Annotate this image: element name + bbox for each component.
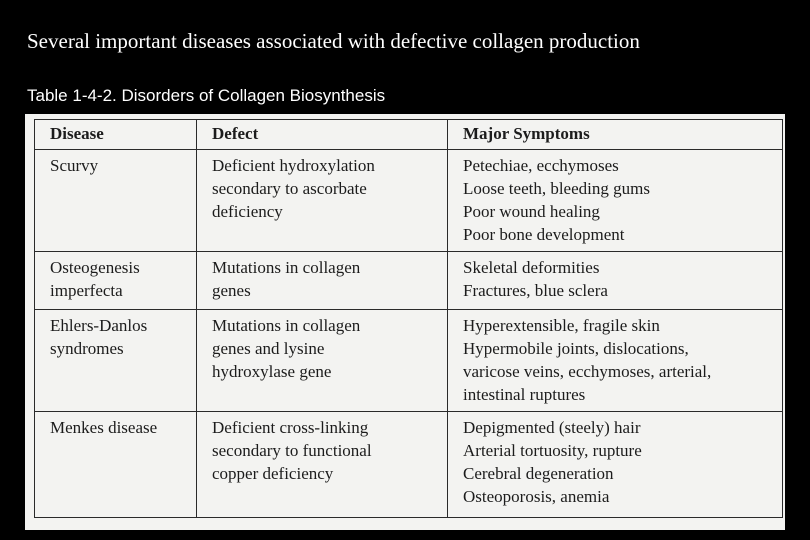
cell-line: Deficient hydroxylation — [212, 156, 375, 175]
slide-title: Several important diseases associated with defective collagen production — [27, 29, 640, 53]
cell-line: Skeletal deformities — [463, 258, 600, 277]
cell-line: Deficient cross-linking — [212, 418, 369, 437]
cell-line: Ehlers-Danlos — [50, 316, 148, 335]
table-row — [35, 412, 783, 518]
cell-line: Scurvy — [50, 156, 99, 175]
cell-defect — [197, 150, 448, 252]
cell-symptoms — [448, 310, 783, 412]
table-image-panel — [25, 114, 785, 530]
disorders-table — [34, 119, 783, 518]
cell-line: Menkes disease — [50, 418, 158, 437]
cell-line: imperfecta — [50, 281, 123, 300]
cell-line: syndromes — [50, 339, 124, 358]
cell-line: Fractures, blue sclera — [463, 281, 608, 300]
cell-line: genes and lysine — [212, 339, 325, 358]
header-major-symptoms: Major Symptoms — [448, 120, 783, 150]
table-row — [35, 150, 783, 252]
cell-line: Poor wound healing — [463, 202, 600, 221]
cell-line: deficiency — [212, 202, 283, 221]
table-row — [35, 310, 783, 412]
table-caption: Table 1-4-2. Disorders of Collagen Biosynthesis — [27, 86, 386, 105]
cell-symptoms — [448, 412, 783, 518]
cell-disease — [35, 150, 197, 252]
cell-line: Cerebral degeneration — [463, 464, 614, 483]
cell-line: hydroxylase gene — [212, 362, 332, 381]
cell-disease — [35, 412, 197, 518]
cell-line: genes — [212, 281, 251, 300]
cell-line: Petechiae, ecchymoses — [463, 156, 619, 175]
cell-symptoms — [448, 252, 783, 310]
cell-line: Poor bone development — [463, 225, 625, 244]
cell-symptoms — [448, 150, 783, 252]
cell-line: intestinal ruptures — [463, 385, 586, 404]
header-disease: Disease — [35, 120, 197, 150]
cell-line: Osteogenesis — [50, 258, 140, 277]
cell-line: Osteoporosis, anemia — [463, 487, 610, 506]
cell-line: copper deficiency — [212, 464, 334, 483]
cell-disease — [35, 310, 197, 412]
cell-line: Depigmented (steely) hair — [463, 418, 641, 437]
cell-disease — [35, 252, 197, 310]
cell-defect — [197, 252, 448, 310]
cell-line: Hyperextensible, fragile skin — [463, 316, 660, 335]
cell-line: secondary to functional — [212, 441, 372, 460]
cell-line: Mutations in collagen — [212, 258, 361, 277]
cell-defect — [197, 412, 448, 518]
cell-defect — [197, 310, 448, 412]
table-row — [35, 252, 783, 310]
cell-line: Mutations in collagen — [212, 316, 361, 335]
cell-line: Arterial tortuosity, rupture — [463, 441, 642, 460]
table-header-row — [35, 120, 783, 150]
cell-line: varicose veins, ecchymoses, arterial, — [463, 362, 712, 381]
header-defect: Defect — [197, 120, 448, 150]
cell-line: Loose teeth, bleeding gums — [463, 179, 650, 198]
cell-line: Hypermobile joints, dislocations, — [463, 339, 689, 358]
cell-line: secondary to ascorbate — [212, 179, 367, 198]
